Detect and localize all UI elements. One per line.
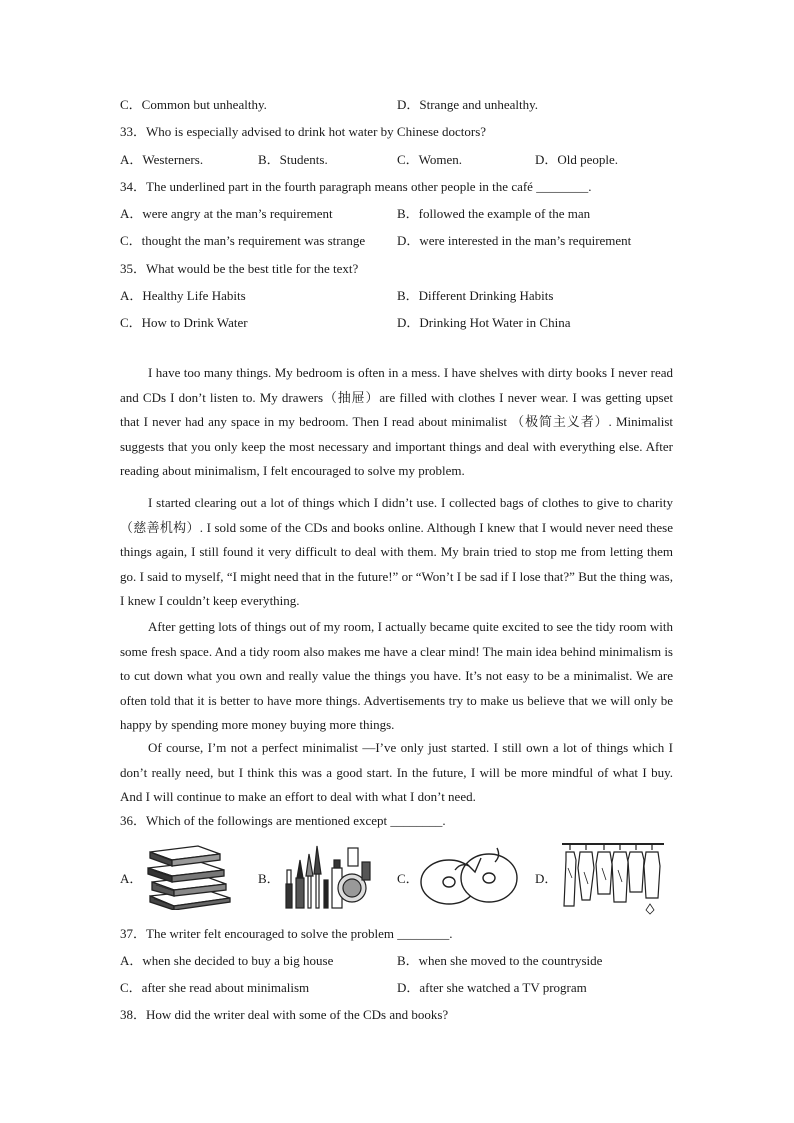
q35-option-c: C．How to Drink Water <box>120 315 248 330</box>
q33-option-c: C．Women. <box>397 152 463 167</box>
q37-option-a: A．when she decided to buy a big house <box>120 953 334 968</box>
q34-stem: 34．The underlined part in the fourth paragraph means other people in the café ________. <box>120 179 592 194</box>
passage-paragraph-2: I started clearing out a lot of things which I didn’t use. I collected bags of clothes to give to charity（慈善机构）. I sold some of the CDs and books online. Although I knew that I would never need these things again, I still found it very difficult to deal with them. My brain tried to stop me from letting them go. I said to myself, “I might need that in the future!” or “Won’t I be sad if I lose that?” But the thing was, I knew I couldn’t keep everything. <box>120 495 673 608</box>
q34-option-b: B．followed the example of the man <box>397 206 591 221</box>
q34-option-c: C．thought the man’s requirement was strange <box>120 233 366 248</box>
q37-option-d: D．after she watched a TV program <box>397 980 587 995</box>
q33-stem: 33．Who is especially advised to drink hot water by Chinese doctors? <box>120 124 487 139</box>
passage-paragraph-3: After getting lots of things out of my room, I actually became quite excited to see the tidy room with some fresh space. And a tidy room also makes me have a clear mind! The main idea behind minimalism is to cut down what you own and really value the things you have. It’s not easy to be a minimalist. We are often told that it is better to have more things. Advertisements try to make us believe that we will only be happy by spending more money buying more things. <box>120 619 673 732</box>
q37-option-c: C．after she read about minimalism <box>120 980 310 995</box>
makeup-icon <box>282 840 374 917</box>
q37-stem: 37．The writer felt encouraged to solve the problem ________. <box>120 926 453 941</box>
q33-option-d: D．Old people. <box>535 152 619 167</box>
q36-stem: 36．Which of the followings are mentioned except ________. <box>120 813 446 828</box>
passage-paragraph-1: I have too many things. My bedroom is often in a mess. I have shelves with dirty books I never read and CDs I don’t listen to. My drawers（抽屉）are filled with clothes I never wear. I was getting upset that I never had any space in my bedroom. Then I read about minimalist （极简主义者）. Minimalist suggests that you only keep the most necessary and important things and deal with everything else. After reading about minimalism, I felt encouraged to solve my problem. <box>120 365 673 478</box>
q36-option-d-label: D． <box>535 871 558 886</box>
q36-option-b-label: B． <box>258 871 280 886</box>
books-icon <box>144 838 234 915</box>
q33-option-a: A．Westerners. <box>120 152 204 167</box>
q34-option-a: A．were angry at the man’s requirement <box>120 206 333 221</box>
q35-option-b: B．Different Drinking Habits <box>397 288 554 303</box>
q36-option-c-label: C． <box>397 871 419 886</box>
q36-option-a-label: A． <box>120 871 143 886</box>
q35-option-d: D．Drinking Hot Water in China <box>397 315 571 330</box>
q34-option-d: D．were interested in the man’s requirement <box>397 233 632 248</box>
q35-stem: 35．What would be the best title for the text? <box>120 261 359 276</box>
q37-option-b: B．when she moved to the countryside <box>397 953 603 968</box>
q38-stem: 38．How did the writer deal with some of the CDs and books? <box>120 1007 449 1022</box>
cds-icon <box>417 842 521 917</box>
q33-option-b: B．Students. <box>258 152 328 167</box>
clothes-rack-icon <box>560 838 666 923</box>
passage-paragraph-4: Of course, I’m not a perfect minimalist —I’ve only just started. I still own a lot of things which I don’t really need, but I think this was a good start. In the future, I will be more mindful of what I buy. And I will continue to make an effort to deal with what I don’t need. <box>120 740 673 804</box>
q32-option-d: D．Strange and unhealthy. <box>397 97 539 112</box>
q35-option-a: A．Healthy Life Habits <box>120 288 246 303</box>
q32-option-c: C．Common but unhealthy. <box>120 97 267 112</box>
